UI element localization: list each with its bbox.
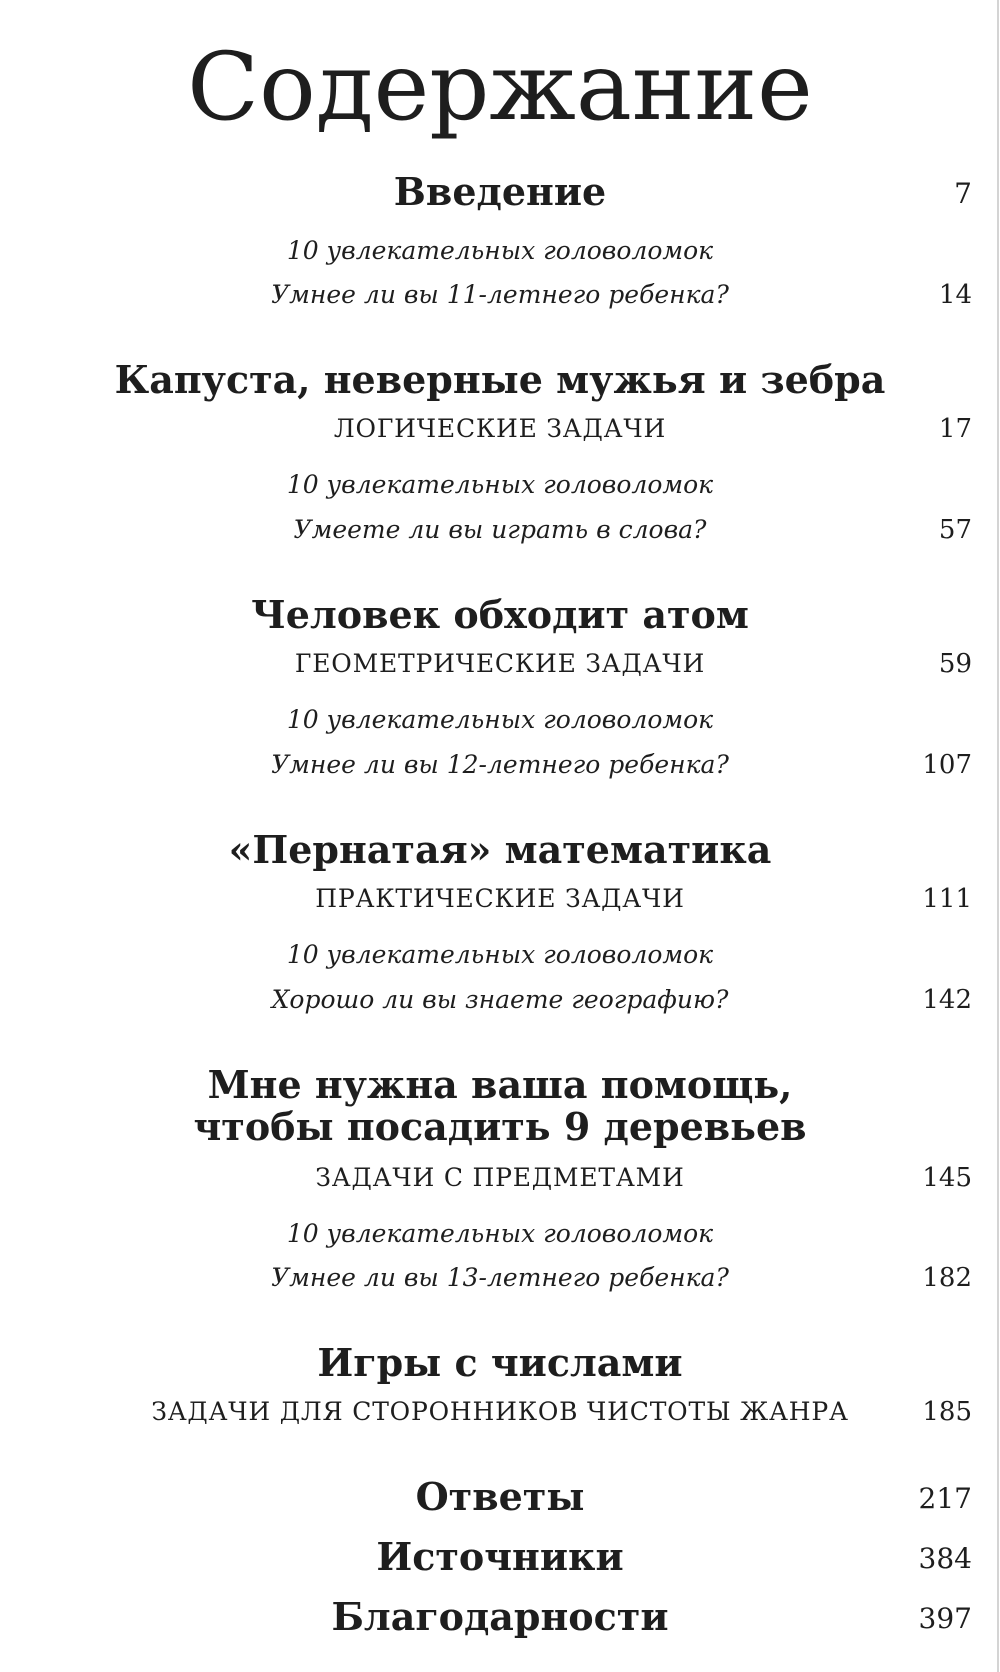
toc-heading-answers[interactable]: Ответы [415, 1474, 585, 1519]
toc-page-number[interactable]: 185 [922, 1397, 972, 1427]
toc-italic-line[interactable]: 10 увлекательных головоломок [286, 1219, 714, 1248]
toc-subheading[interactable]: ГЕОМЕТРИЧЕСКИЕ ЗАДАЧИ [294, 649, 706, 678]
toc-page-number[interactable]: 17 [938, 414, 972, 444]
toc-page-number[interactable]: 145 [922, 1163, 972, 1193]
toc-heading-chapter-2[interactable]: Человек обходит атом [251, 592, 749, 637]
toc-heading-chapter-4-line-1[interactable]: Мне нужна ваша помощь, [207, 1062, 793, 1107]
toc-heading-chapter-5[interactable]: Игры с числами [317, 1340, 683, 1385]
toc-heading-chapter-4-line-2[interactable]: чтобы посадить 9 деревьев [193, 1104, 807, 1149]
page-title: Содержание [187, 33, 813, 142]
toc-page-number[interactable]: 397 [918, 1602, 972, 1635]
toc-italic-line[interactable]: 10 увлекательных головоломок [286, 236, 714, 265]
toc-italic-line[interactable]: Умнее ли вы 12-летнего ребенка? [271, 750, 729, 779]
toc-page-number[interactable]: 14 [938, 280, 972, 310]
toc-subheading[interactable]: ЗАДАЧИ ДЛЯ СТОРОННИКОВ ЧИСТОТЫ ЖАНРА [151, 1397, 849, 1426]
toc-page-number[interactable]: 217 [918, 1482, 972, 1515]
toc-page-number[interactable]: 111 [922, 884, 972, 914]
toc-heading-introduction[interactable]: Введение [393, 169, 607, 214]
toc-italic-line[interactable]: Хорошо ли вы знаете географию? [271, 985, 729, 1014]
toc-page-number[interactable]: 182 [922, 1263, 972, 1293]
toc-heading-sources[interactable]: Источники [376, 1534, 624, 1579]
toc-italic-line[interactable]: Умеете ли вы играть в слова? [293, 515, 707, 544]
toc-heading-acknowledgements[interactable]: Благодарности [331, 1594, 669, 1639]
toc-page-number[interactable]: 107 [922, 750, 972, 780]
toc-page-number[interactable]: 7 [954, 177, 972, 210]
toc-page-number[interactable]: 59 [938, 649, 972, 679]
toc-italic-line[interactable]: 10 увлекательных головоломок [286, 940, 714, 969]
toc-italic-line[interactable]: Умнее ли вы 11-летнего ребенка? [271, 280, 729, 309]
toc-italic-line[interactable]: Умнее ли вы 13-летнего ребенка? [271, 1263, 729, 1292]
toc-page-number[interactable]: 142 [922, 985, 972, 1015]
toc-subheading[interactable]: ПРАКТИЧЕСКИЕ ЗАДАЧИ [315, 884, 685, 913]
toc-italic-line[interactable]: 10 увлекательных головоломок [286, 470, 714, 499]
toc-italic-line[interactable]: 10 увлекательных головоломок [286, 705, 714, 734]
toc-page-number[interactable]: 384 [918, 1542, 972, 1575]
toc-heading-chapter-3[interactable]: «Пернатая» математика [228, 827, 772, 872]
toc-subheading[interactable]: ЗАДАЧИ С ПРЕДМЕТАМИ [315, 1163, 685, 1192]
toc-subheading[interactable]: ЛОГИЧЕСКИЕ ЗАДАЧИ [333, 414, 667, 443]
toc-page-number[interactable]: 57 [938, 515, 972, 545]
toc-heading-chapter-1[interactable]: Капуста, неверные мужья и зебра [114, 357, 886, 402]
